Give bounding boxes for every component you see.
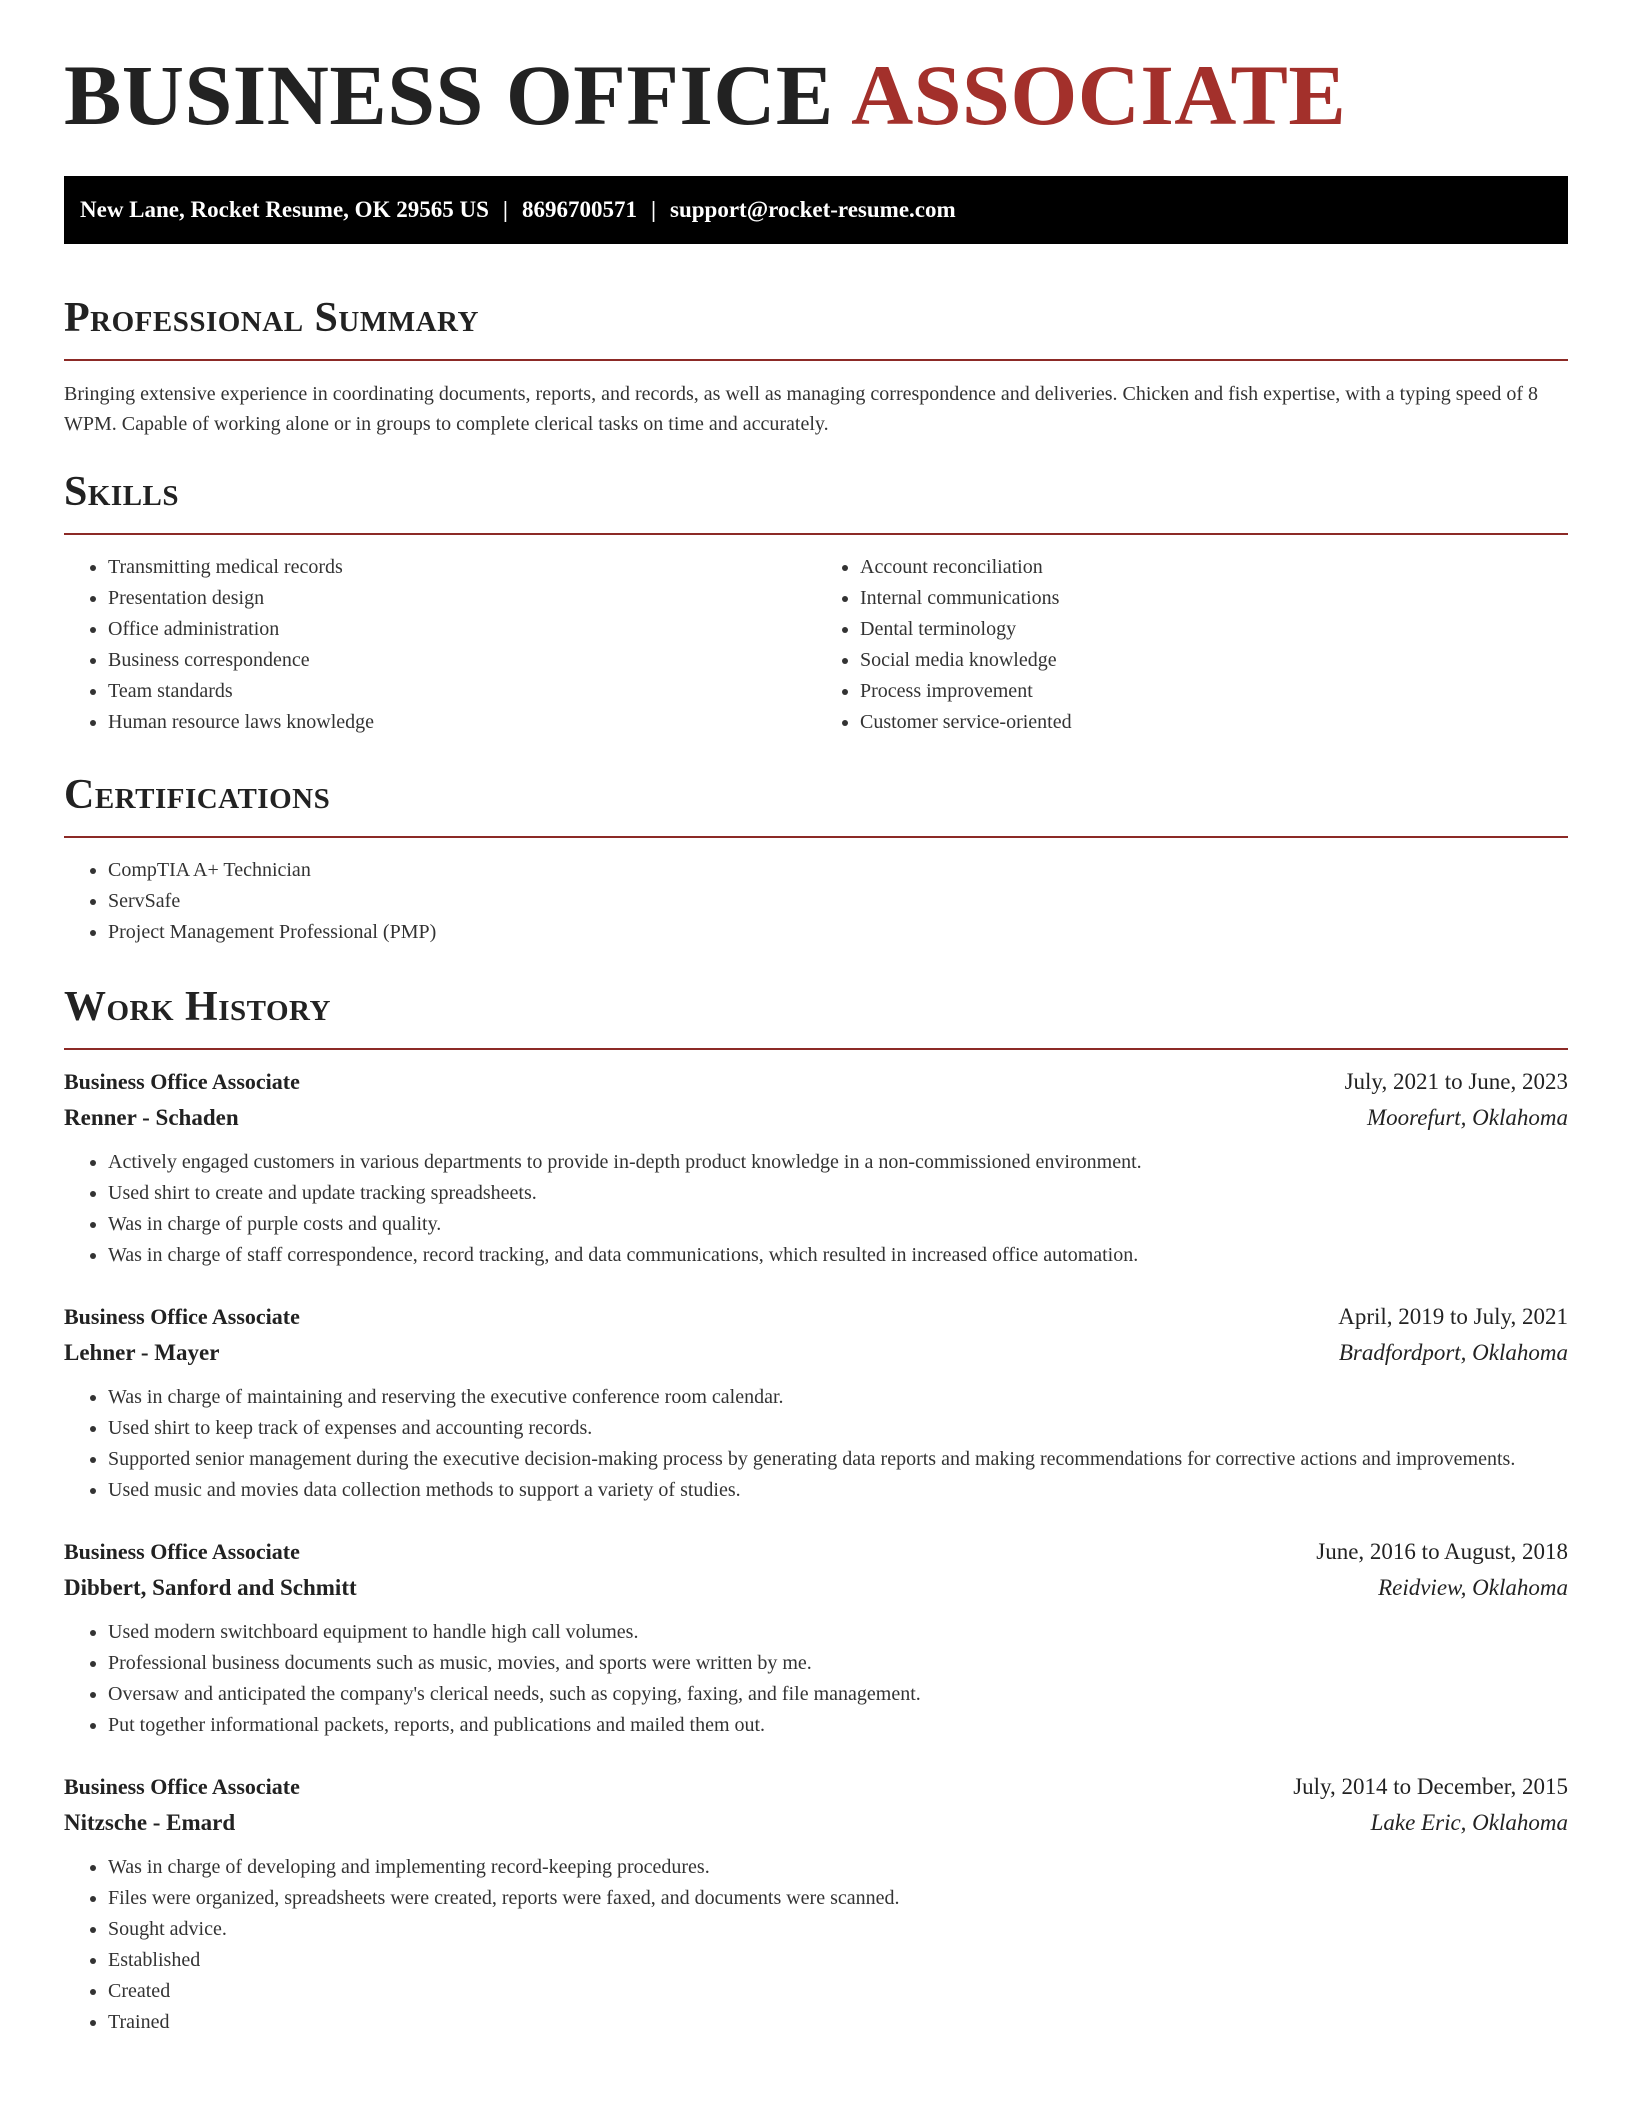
section-heading-skills: Skills xyxy=(64,469,180,515)
job-header-row xyxy=(64,1769,1568,1805)
job-bullet: • Established xyxy=(108,1945,1568,1976)
job-bullets xyxy=(64,1852,1568,2038)
job-header-row xyxy=(64,1299,1568,1335)
job-company-row xyxy=(64,1100,1568,1136)
job-bullet: • Put together informational packets, reports, and publications and mailed them out. xyxy=(108,1710,1568,1741)
skill-item: • Transmitting medical records xyxy=(108,552,816,583)
job-bullet: • Used shirt to keep track of expenses and accounting records. xyxy=(108,1413,1568,1444)
job-entry xyxy=(64,1299,1568,1506)
job-title: Business Office Associate xyxy=(64,1069,300,1094)
work-history-section xyxy=(64,986,1568,2038)
section-heading-certifications: Certifications xyxy=(64,772,331,818)
job-bullet: • Was in charge of maintaining and reserving the executive conference room calendar. xyxy=(108,1382,1568,1413)
job-bullets xyxy=(64,1147,1568,1271)
job-company: Renner - Schaden xyxy=(64,1105,239,1130)
skill-item: • Team standards xyxy=(108,676,816,707)
section-divider xyxy=(64,533,1568,535)
job-header-row xyxy=(64,1064,1568,1100)
section-divider xyxy=(64,359,1568,361)
section-divider xyxy=(64,836,1568,838)
skills-section xyxy=(64,471,1568,738)
job-location: Bradfordport, Oklahoma xyxy=(1338,1340,1568,1365)
contact-separator: | xyxy=(502,197,508,222)
contact-separator: | xyxy=(650,197,657,222)
job-bullet: • Oversaw and anticipated the company's clerical needs, such as copying, faxing, and file management. xyxy=(108,1679,1568,1710)
job-bullet: • Was in charge of staff correspondence, record tracking, and data communications, which resulted in increased office automation. xyxy=(108,1240,1568,1271)
section-heading-summary: Professional Summary xyxy=(64,295,479,341)
job-bullet: • Actively engaged customers in various departments to provide in-depth product knowledge in a non-commissioned environment. xyxy=(108,1147,1568,1178)
job-company: Dibbert, Sanford and Schmitt xyxy=(64,1575,357,1600)
summary-section xyxy=(64,297,1568,439)
job-entry xyxy=(64,1769,1568,2038)
skills-list-right xyxy=(816,552,1568,738)
certifications-list xyxy=(64,855,1568,948)
contact-address: New Lane, Rocket Resume, OK 29565 US xyxy=(80,197,489,222)
certification-item: • Project Management Professional (PMP) xyxy=(108,917,1568,948)
job-bullet: • Used shirt to create and update tracking spreadsheets. xyxy=(108,1178,1568,1209)
skill-item: • Dental terminology xyxy=(860,614,1568,645)
job-company-row xyxy=(64,1805,1568,1841)
job-dates: April, 2019 to July, 2021 xyxy=(1338,1304,1568,1329)
skill-item: • Account reconciliation xyxy=(860,552,1568,583)
skill-item: • Customer service-oriented xyxy=(860,707,1568,738)
skills-columns xyxy=(64,552,1568,738)
job-dates: July, 2014 to December, 2015 xyxy=(1293,1774,1568,1799)
skill-item: • Business correspondence xyxy=(108,645,816,676)
skills-list-left xyxy=(64,552,816,738)
job-dates: June, 2016 to August, 2018 xyxy=(1316,1539,1568,1564)
job-bullet: • Used modern switchboard equipment to handle high call volumes. xyxy=(108,1617,1568,1648)
skill-item: • Internal communications xyxy=(860,583,1568,614)
job-bullet: • Trained xyxy=(108,2007,1568,2038)
section-divider xyxy=(64,1048,1568,1050)
job-location: Lake Eric, Oklahoma xyxy=(1370,1810,1568,1835)
certification-item: • CompTIA A+ Technician xyxy=(108,855,1568,886)
job-bullet: • Files were organized, spreadsheets were created, reports were faxed, and documents were scanned. xyxy=(108,1883,1568,1914)
skill-item: • Social media knowledge xyxy=(860,645,1568,676)
job-bullet: • Was in charge of developing and implementing record-keeping procedures. xyxy=(108,1852,1568,1883)
job-company: Nitzsche - Emard xyxy=(64,1810,236,1835)
job-bullet: • Was in charge of purple costs and quality. xyxy=(108,1209,1568,1240)
skill-item: • Human resource laws knowledge xyxy=(108,707,816,738)
skill-item: • Office administration xyxy=(108,614,816,645)
job-bullet: • Created xyxy=(108,1976,1568,2007)
job-title: Business Office Associate xyxy=(64,1774,300,1799)
summary-text: Bringing extensive experience in coordinating documents, reports, and records, as well as managing correspondence and deliveries. Chicken and fish expertise, with a typing speed of 8 WPM. Capable of working alone or in groups to complete clerical tasks on time and accurately. xyxy=(64,383,1538,435)
job-bullets xyxy=(64,1382,1568,1506)
job-entry xyxy=(64,1534,1568,1741)
skill-item: • Process improvement xyxy=(860,676,1568,707)
job-bullet: • Supported senior management during the executive decision-making process by generating data reports and making recommendations for corrective actions and improvements. xyxy=(108,1444,1568,1475)
job-bullet: • Used music and movies data collection methods to support a variety of studies. xyxy=(108,1475,1568,1506)
contact-bar xyxy=(64,176,1568,244)
job-location: Moorefurt, Oklahoma xyxy=(1366,1105,1568,1130)
title-part-2: ASSOCIATE xyxy=(851,47,1347,143)
job-company: Lehner - Mayer xyxy=(64,1340,220,1365)
job-bullet: • Professional business documents such as music, movies, and sports were written by me. xyxy=(108,1648,1568,1679)
certification-item: • ServSafe xyxy=(108,886,1568,917)
job-dates: July, 2021 to June, 2023 xyxy=(1344,1069,1568,1094)
job-header-row xyxy=(64,1534,1568,1570)
resume-title xyxy=(64,0,1568,143)
certifications-section xyxy=(64,774,1568,948)
section-heading-work-history: Work History xyxy=(64,984,331,1030)
job-title: Business Office Associate xyxy=(64,1304,300,1329)
job-company-row xyxy=(64,1335,1568,1371)
contact-email: support@rocket-resume.com xyxy=(670,197,956,222)
skill-item: • Presentation design xyxy=(108,583,816,614)
job-company-row xyxy=(64,1570,1568,1606)
contact-phone: 8696700571 xyxy=(521,197,637,222)
job-bullets xyxy=(64,1617,1568,1741)
job-title: Business Office Associate xyxy=(64,1539,300,1564)
job-entry xyxy=(64,1064,1568,1271)
job-location: Reidview, Oklahoma xyxy=(1378,1575,1568,1600)
title-part-1: BUSINESS OFFICE xyxy=(64,47,834,143)
job-bullet: • Sought advice. xyxy=(108,1914,1568,1945)
